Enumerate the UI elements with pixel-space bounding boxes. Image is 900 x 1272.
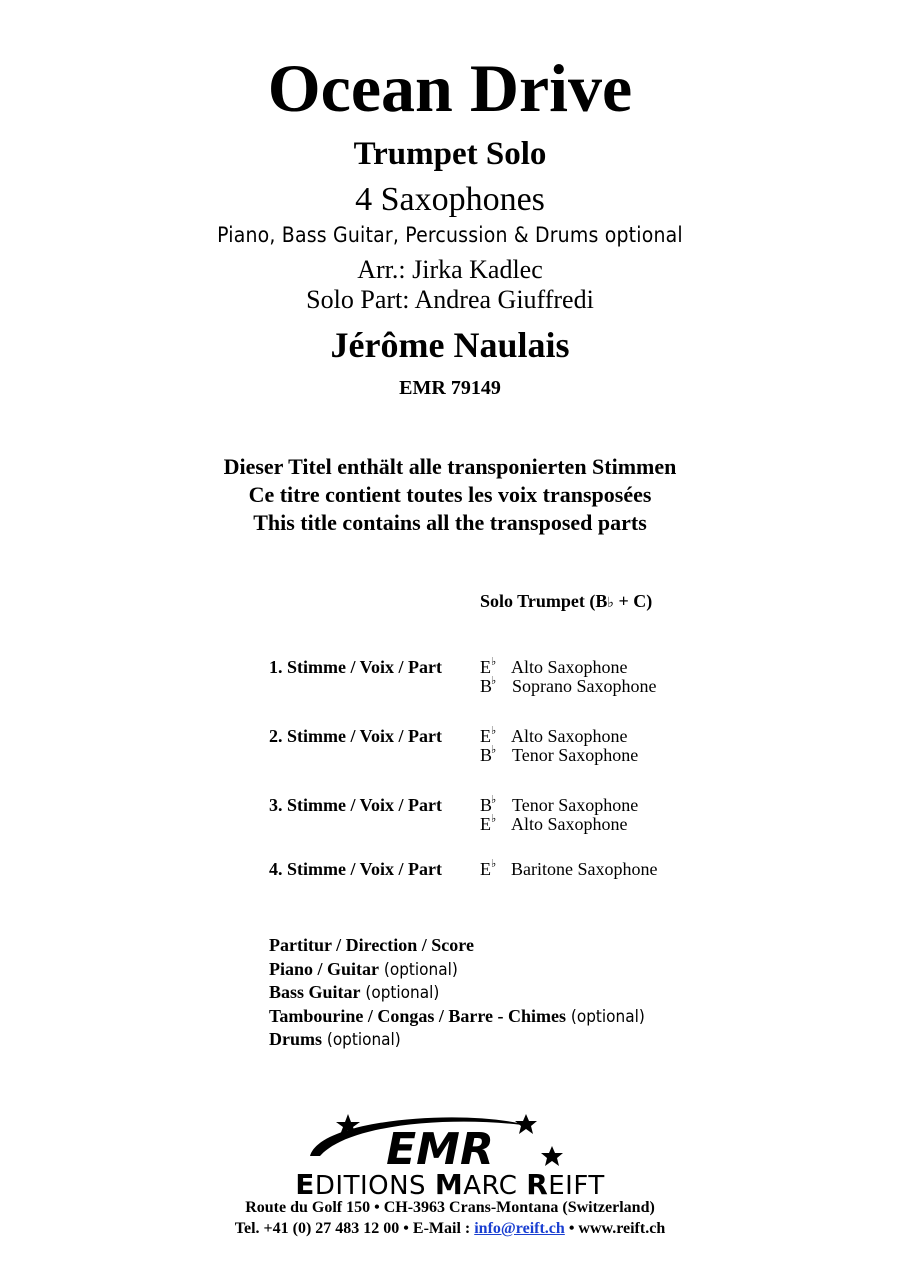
optional-instruments-line: Piano, Bass Guitar, Percussion & Drums optional [217, 223, 683, 247]
notice-german: Dieser Titel enthält alle transponierten Stimmen [223, 454, 677, 479]
solo-trumpet-prefix: Solo Trumpet (B [480, 591, 608, 611]
publisher-contact [0, 1219, 900, 1239]
instrument-item [480, 793, 639, 815]
part-label: 3. Stimme / Voix / Part [269, 795, 442, 815]
extra-part-item: Drums (optional) [269, 1029, 401, 1050]
solo-trumpet-part [480, 591, 652, 612]
extra-part-item: Bass Guitar (optional) [269, 982, 440, 1003]
publisher-name: EDITIONS MARC REIFT [295, 1168, 605, 1201]
part-label: 4. Stimme / Voix / Part [269, 859, 442, 879]
flat-symbol: ♭ [491, 655, 497, 668]
star-icon [541, 1146, 563, 1166]
part-instruments [480, 655, 657, 696]
catalog-number: EMR 79149 [399, 377, 501, 399]
notice-french: Ce titre contient toutes les voix transposées [248, 482, 652, 507]
instrument-key: E ♭ [480, 859, 491, 879]
telephone: Tel. +41 (0) 27 483 12 00 • E-Mail : [234, 1220, 475, 1237]
score-title: Ocean Drive [267, 50, 633, 126]
instrument-name: Baritone Saxophone [511, 859, 658, 879]
instrument-name: Alto Saxophone [511, 726, 628, 746]
instrument-key: B ♭ [480, 676, 492, 696]
instrument-name: Tenor Saxophone [512, 745, 639, 765]
instrument-item [480, 674, 657, 696]
part-instruments [480, 857, 658, 879]
instrument-key: E ♭ [480, 726, 491, 746]
extra-part-item: Partitur / Direction / Score [269, 935, 474, 955]
ensemble-line: 4 Saxophones [355, 181, 545, 218]
instrument-item [480, 857, 658, 879]
instrument-key: B ♭ [480, 745, 492, 765]
instrument-name: Tenor Saxophone [512, 795, 639, 815]
flat-symbol: ♭ [491, 674, 497, 687]
logo-text: EMR [386, 1124, 494, 1175]
instrument-item [480, 812, 638, 834]
extra-part-item: Piano / Guitar (optional) [269, 958, 458, 980]
part-instruments [480, 793, 639, 834]
instrument-name: Alto Saxophone [511, 657, 628, 677]
arranger-line: Arr.: Jirka Kadlec [357, 255, 543, 284]
flat-symbol: ♭ [491, 857, 497, 870]
instrument-name: Alto Saxophone [511, 814, 628, 834]
flat-symbol: ♭ [491, 743, 497, 756]
flat-symbol: ♭ [607, 595, 614, 611]
notice-english: This title contains all the transposed parts [253, 510, 647, 535]
extra-parts-list [269, 934, 645, 1052]
instrument-key: E ♭ [480, 657, 491, 677]
instrument-key: E ♭ [480, 814, 491, 834]
instrument-key: B ♭ [480, 795, 492, 815]
instrument-item [480, 743, 639, 765]
transposed-parts-notice [0, 453, 900, 537]
extra-part-item: Tambourine / Congas / Barre - Chimes (optional) [269, 1005, 645, 1027]
flat-symbol: ♭ [491, 724, 497, 737]
part-label: 2. Stimme / Voix / Part [269, 726, 442, 746]
email-link[interactable]: info@reift.ch [474, 1220, 565, 1237]
instrument-name: Soprano Saxophone [512, 676, 657, 696]
flat-symbol: ♭ [491, 793, 497, 806]
part-label: 1. Stimme / Voix / Part [269, 657, 442, 677]
website: • www.reift.ch [564, 1220, 666, 1237]
solo-part-line: Solo Part: Andrea Giuffredi [306, 285, 594, 314]
score-subtitle: Trumpet Solo [353, 136, 547, 172]
publisher-address: Route du Golf 150 • CH-3963 Crans-Montana (Switzerland) [245, 1199, 655, 1216]
instrument-item [480, 724, 638, 746]
composer-name: Jérôme Naulais [330, 325, 570, 365]
solo-trumpet-suffix: + C) [613, 591, 653, 611]
instrument-item [480, 655, 657, 677]
flat-symbol: ♭ [491, 812, 497, 825]
part-instruments [480, 724, 639, 765]
